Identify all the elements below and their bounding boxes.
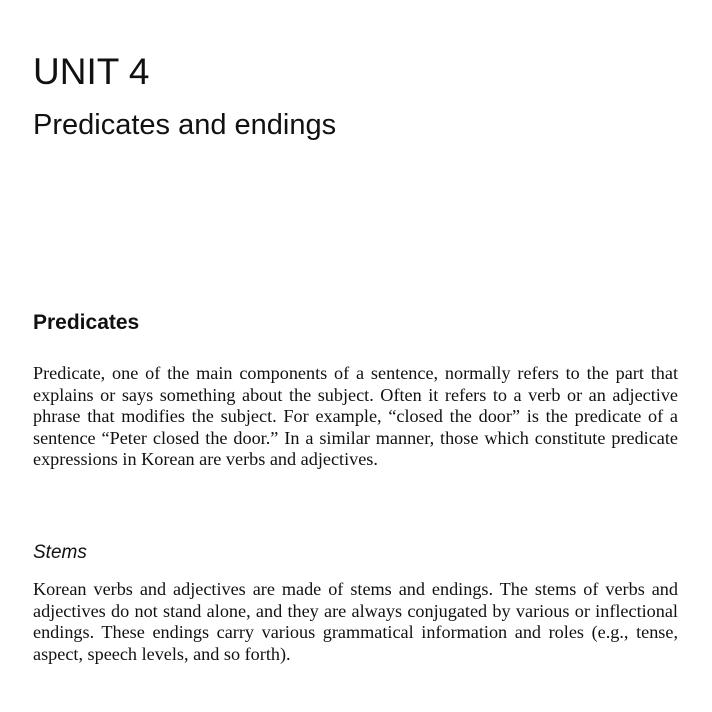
section-heading-predicates: Predicates xyxy=(33,311,140,334)
paragraph-stems-container xyxy=(33,579,678,667)
subsection-heading-stems: Stems xyxy=(33,542,87,563)
unit-title: UNIT 4 xyxy=(33,51,150,92)
unit-subtitle: Predicates and endings xyxy=(33,109,337,141)
paragraph-stems: Korean verbs and adjectives are made of stems and endings. The stems of verbs and adjectives do not stand alone, and they are always conjugated by various or inflectional endings. These endings carry various grammatical information and roles (e.g., tense, aspect, speech levels, and so forth). xyxy=(33,579,678,664)
paragraph-predicates: Predicate, one of the main components of a sentence, normally refers to the part that explains or says something about the subject. Often it refers to a verb or an adjective phrase that modifies the subject. For example, “closed the door” is the predicate of a sentence “Peter closed the door.” In a similar manner, those which constitute predicate expressions in Korean are verbs and adjectives. xyxy=(33,363,678,469)
